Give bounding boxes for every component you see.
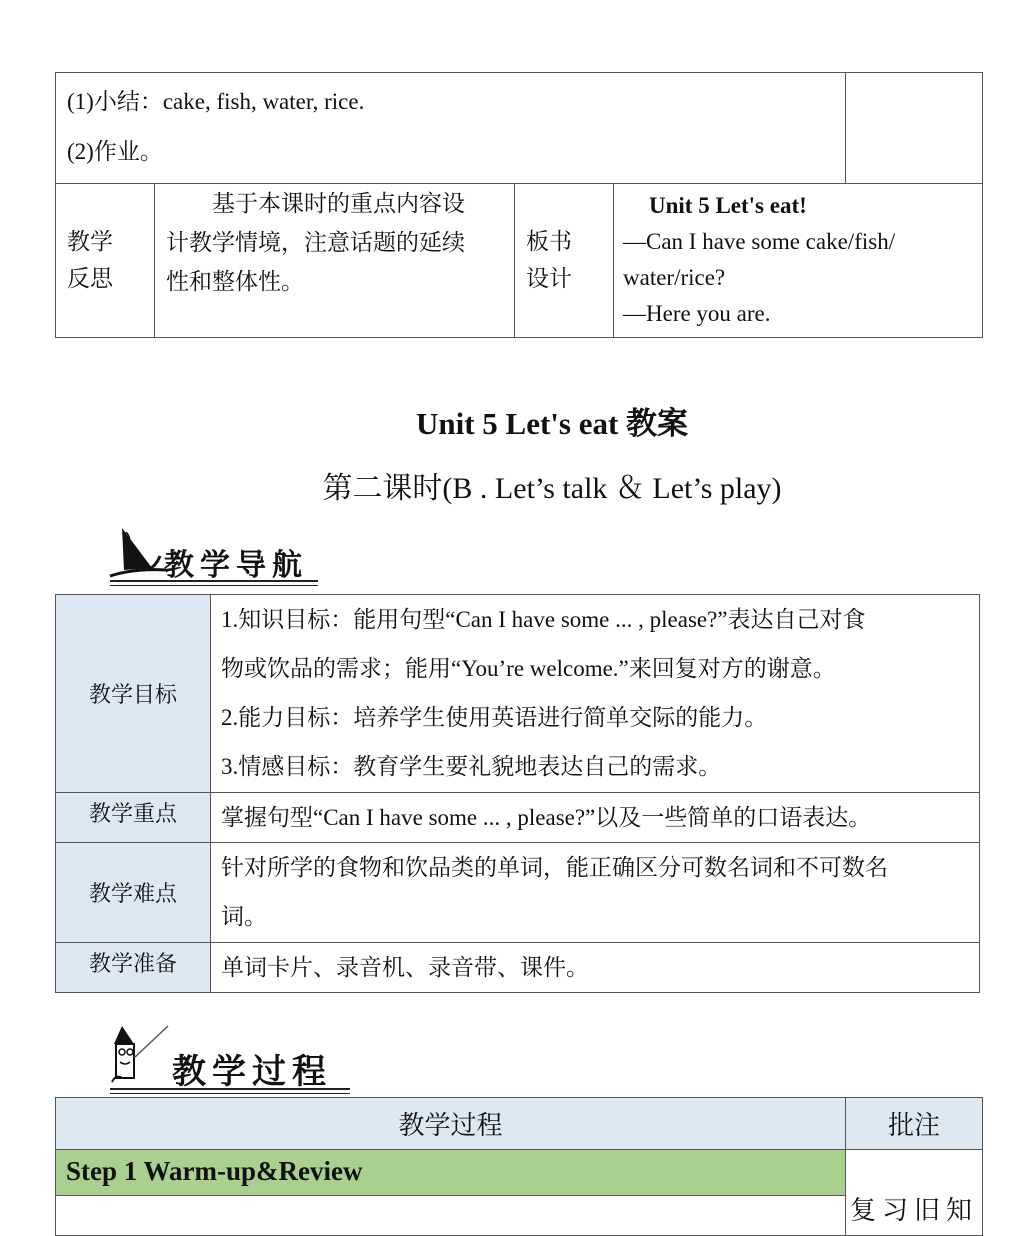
content-line: 针对所学的食物和饮品类的单词，能正确区分可数名词和不可数名 — [221, 855, 888, 880]
content-line: 2.能力目标：培养学生使用英语进行简单交际的能力。 — [221, 705, 768, 730]
row-label: 教学目标 — [56, 595, 211, 793]
content-line: 单词卡片、录音机、录音带、课件。 — [221, 955, 589, 980]
reflection-line: 性和整体性。 — [166, 269, 304, 294]
row-label: 教学重点 — [56, 793, 211, 843]
content-line: 词。 — [221, 904, 267, 929]
summary-notes-cell — [846, 73, 983, 184]
banner-rule — [110, 1088, 350, 1094]
step-heading: Step 1 Warm-up&Review — [56, 1150, 846, 1196]
row-label: 教学难点 — [56, 843, 211, 943]
board-design — [614, 184, 983, 338]
row-label: 教学准备 — [56, 943, 211, 993]
board-line: —Here you are. — [623, 301, 771, 326]
homework-line: (2)作业。 — [67, 139, 163, 164]
reflection-label — [56, 184, 155, 338]
guide-table — [55, 594, 980, 993]
board-label-line: 板书 — [526, 229, 572, 255]
table-row — [56, 1150, 983, 1196]
sailboat-icon — [108, 524, 168, 580]
summary-cell — [56, 73, 846, 184]
board-label-line: 设计 — [526, 266, 572, 292]
reflection-line: 基于本课时的重点内容设 — [166, 191, 465, 216]
board-label — [515, 184, 614, 338]
summary-line: (1)小结：cake, fish, water, rice. — [67, 89, 365, 114]
summary-table — [55, 72, 983, 338]
row-content — [211, 943, 980, 993]
content-line: 掌握句型“Can I have some ... , please?”以及一些简单的口语表达。 — [221, 805, 872, 830]
header-process: 教学过程 — [56, 1098, 846, 1150]
row-content — [211, 793, 980, 843]
content-line: 3.情感目标：教育学生要礼貌地表达自己的需求。 — [221, 754, 722, 779]
table-row — [56, 793, 980, 843]
step-content — [56, 1196, 846, 1236]
table-row — [56, 943, 980, 993]
table-row — [56, 843, 980, 943]
table-row — [56, 595, 980, 793]
header-notes: 批注 — [846, 1098, 983, 1150]
board-title: Unit 5 Let's eat! — [649, 193, 807, 218]
guide-banner-label: 教学导航 — [164, 548, 308, 583]
board-line: water/rice? — [623, 265, 726, 290]
reflection-label-line: 教学 — [67, 229, 113, 255]
process-banner-label: 教学过程 — [172, 1052, 332, 1092]
reflection-text — [155, 184, 515, 338]
board-line: —Can I have some cake/fish/ — [623, 229, 896, 254]
row-content — [211, 843, 980, 943]
table-header-row — [56, 1098, 983, 1150]
page-title: Unit 5 Let's eat 教案 — [415, 406, 689, 441]
pencil-teacher-icon — [110, 1022, 172, 1088]
content-line: 物或饮品的需求；能用“You’re welcome.”来回复对方的谢意。 — [221, 656, 836, 681]
row-content — [211, 595, 980, 793]
process-table — [55, 1097, 983, 1236]
page-subtitle: 第二课时(B . Let’s talk ＆ Let’s play) — [322, 472, 782, 505]
reflection-label-line: 反思 — [67, 266, 113, 292]
process-banner — [106, 1022, 354, 1092]
banner-rule — [110, 580, 318, 586]
reflection-line: 计教学情境，注意话题的延续 — [166, 230, 465, 255]
note-cell: 复习旧知 — [846, 1150, 983, 1236]
table-row — [56, 1196, 983, 1236]
guide-banner — [106, 524, 321, 586]
content-line: 1.知识目标：能用句型“Can I have some ... , please?”表达自己对食 — [221, 607, 866, 632]
